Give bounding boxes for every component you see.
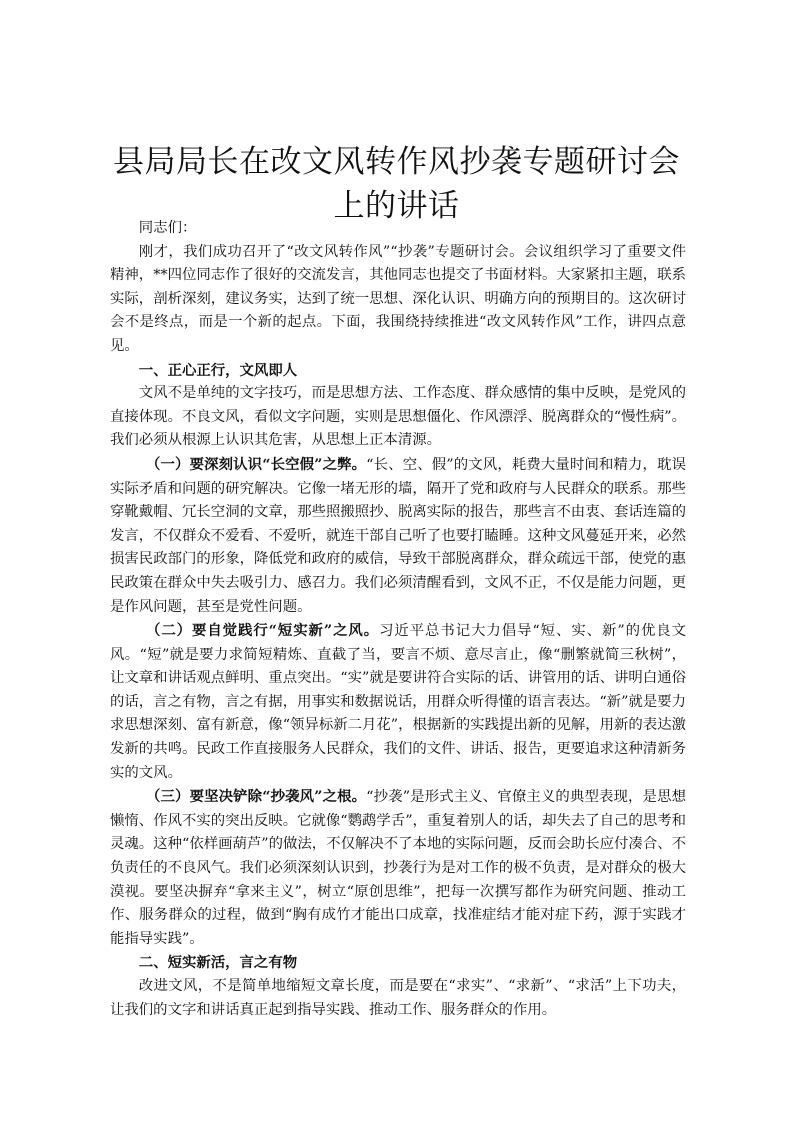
intro-paragraph: 刚才，我们成功召开了“改文风转作风”“抄袭”专题研讨会。会议组织学习了重要文件精神，**四位同志作了很好的交流发言，其他同志也提交了书面材料。大家紧扣主题，联系实际，剖析深刻，建议务实，达到了统一思想、深化认识、明确方向的预期目的。这次研讨会不是终点，而是一个新的起点。下面，我围绕持续推进“改文风转作风”工作，讲四点意见。 [110,243,686,354]
section-2-paragraph: 改进文风，不是简单地缩短文章长度，而是要在“求实”、“求新”、“求活”上下功夫，让我们的文字和讲话真正起到指导实践、推动工作、服务群众的作用。 [110,978,686,1018]
section-2-heading: 二、短实新活，言之有物 [138,954,298,972]
subsection-1-text: “长、空、假”的文风，耗费大量时间和精力，耽误实际矛盾和问题的研究解决。它像一堵无形的墙，隔开了党和政府与人民群众的联系。那些穿靴戴帽、冗长空洞的文章，那些照搬照抄、脱离实际的报告，那些言不由衷、套话连篇的发言，不仅群众不爱看、不爱听，就连干部自己听了也要打瞌睡。这种文风蔓延开来，必然损害民政部门的形象，降低党和政府的威信，导致干部脱离群众，群众疏远干部，使党的惠民政策在群众中失去吸引力、感召力。我们必须清醒看到，文风不正，不仅是能力问题，更是作风问题，甚至是党性问题。 [110,456,686,615]
subsection-2-lead: （二）要自觉践行“短实新”之风。 [146,622,380,640]
subsection-2-text: 习近平总书记大力倡导“短、实、新”的优良文风。“短”就是要力求简短精炼、直截了当，要言不烦、意尽言止，像“删繁就简三秋树”，让文章和讲话观点鲜明、重点突出。“实”就是要讲符合实际的话、讲管用的话、讲明白通俗的话，言之有物，言之有据，用事实和数据说话，用群众听得懂的语言表达。“新”就是要力求思想深刻、富有新意，像“领异标新二月花”，根据新的实践提出新的见解，用新的表达激发新的共鸣。民政工作直接服务人民群众，我们的文件、讲话、报告，更要追求这种清新务实的文风。 [110,623,686,781]
document-title: 县局局长在改文风转作风抄袭专题研讨会上的讲话 [113,144,680,224]
section-1-heading: 一、正心正行，文风即人 [138,361,298,379]
subsection-3 [110,785,686,951]
salutation: 同志们： [138,220,197,236]
subsection-3-text: “抄袭”是形式主义、官僚主义的典型表现，是思想懒惰、作风不实的突出反映。它就像“鹦鹉学舌”，重复着别人的话，却失去了自己的思考和灵魂。这种“依样画葫芦”的做法，不仅解决不了本地的实际问题，反而会助长应付凑合、不负责任的不良风气。我们必须深刻认识到，抄袭行为是对工作的极不负责，是对群众的极大漠视。要坚决摒弃“拿来主义”，树立“原创思维”，把每一次撰写都作为研究问题、推动工作、服务群众的过程，做到“胸有成竹才能出口成章，找准症结才能对症下药，源于实践才能指导实践”。 [110,789,686,947]
subsection-1-lead: （一）要深刻认识“长空假”之弊。 [146,455,367,473]
subsection-2 [110,619,686,785]
subsection-1 [110,453,686,619]
section-1-paragraph: 文风不是单纯的文字技巧，而是思想方法、工作态度、群众感情的集中反映，是党风的直接体现。不良文风，看似文字问题，实则是思想僵化、作风漂浮、脱离群众的“慢性病”。我们必须从根源上认识其危害，从思想上正本清源。 [110,385,686,449]
document-body [110,217,686,1022]
subsection-3-lead: （三）要坚决铲除“抄袭风”之根。 [146,788,367,806]
